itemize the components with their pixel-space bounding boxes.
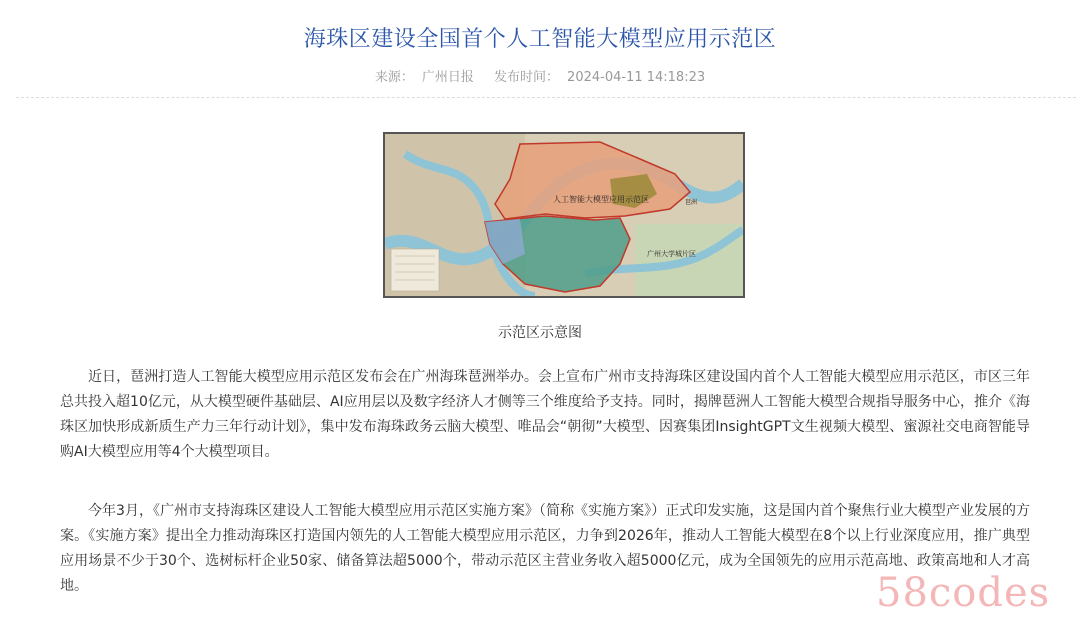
figure-caption: 示范区示意图 <box>498 325 582 341</box>
watermark: 58codes <box>876 570 1051 616</box>
source-value: 广州日报 <box>421 70 474 85</box>
map-east-label: 琶洲 <box>685 199 698 206</box>
header-divider <box>16 97 1076 98</box>
map-illustration <box>385 134 743 296</box>
publish-time-value: 2024-04-11 14:18:23 <box>567 70 706 85</box>
source-label: 来源： 广州日报 <box>374 70 474 85</box>
article-meta <box>0 66 1080 85</box>
demo-zone-map <box>383 132 745 298</box>
article-title: 海珠区建设全国首个人工智能大模型应用示范区 <box>303 27 777 52</box>
paragraph-2: 今年3月，《广州市支持海珠区建设人工智能大模型应用示范区实施方案》（简称《实施方案》）正式印发实施，这是国内首个聚焦行业大模型产业发展的方案。《实施方案》提出全力推动海珠区打造国内领先的人工智能大模型应用示范区，力争到2026年，推动人工智能大模型在8个以上行业深度应用，推广典型应用场景不少于30个、选树标杆企业50家、储备算法超5000个，带动示范区主营业务收入超5000亿元，成为全国领先的应用示范高地、政策高地和人才高地。 <box>60 503 1030 594</box>
map-zone-label: 人工智能大模型应用示范区 <box>553 195 649 204</box>
publish-time: 发布时间： 2024-04-11 14:18:23 <box>494 70 706 85</box>
paragraph-1: 近日，琶洲打造人工智能大模型应用示范区发布会在广州海珠琶洲举办。会上宣布广州市支持海珠区建设国内首个人工智能大模型应用示范区，市区三年总共投入超10亿元，从大模型硬件基础层、AI应用层以及数字经济人才侧等三个维度给予支持。同时，揭牌琶洲人工智能大模型合规指导服务中心，推介《海珠区加快形成新质生产力三年行动计划》，集中发布海珠政务云脑大模型、唯品会“朝彻”大模型、因赛集团InsightGPT文生视频大模型、蜜源社交电商智能导购AI大模型应用等4个大模型项目。 <box>60 369 1030 460</box>
map-district-label: 广州大学城片区 <box>647 250 696 258</box>
